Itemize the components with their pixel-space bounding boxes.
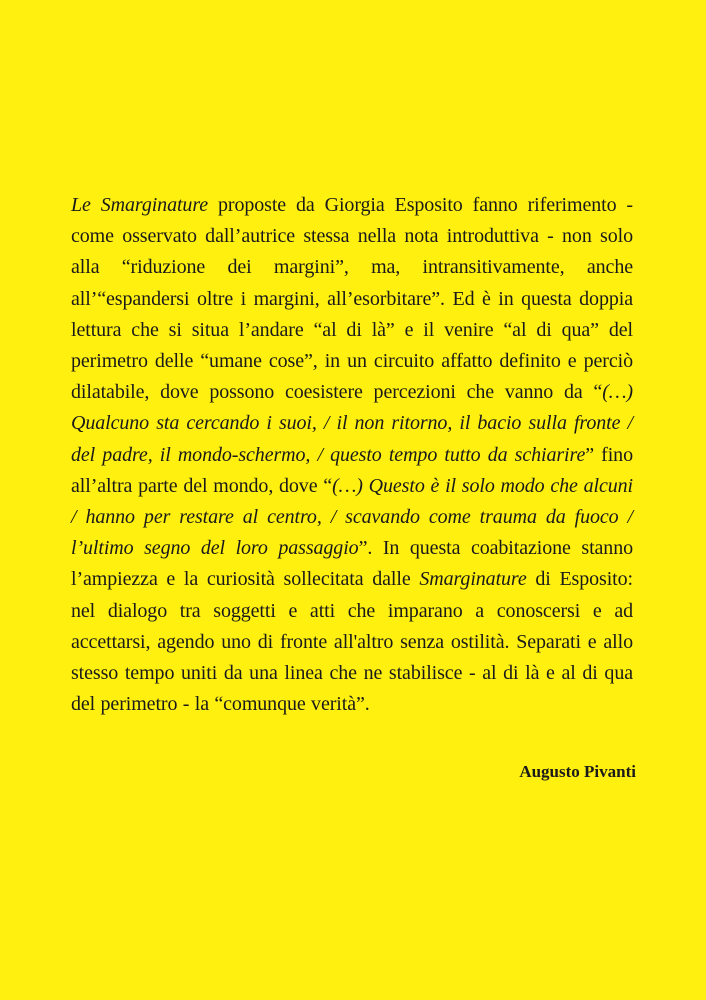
body-text-segment: ”. In questa coabitazione stanno l’ampiezza e la curiosità sollecitata dalle	[71, 537, 633, 591]
book-title-italic: Smarginature	[419, 568, 527, 591]
body-text-segment: proposte da Giorgia Esposito fanno riferimento - come osservato dall’autrice stessa nella nota introduttiva - non solo alla “riduzione dei margini”, ma, intransitivamente, anche all’“espandersi oltre i margini, all’esorbitare”. Ed è in questa doppia lettura che si situa l’andare “al di là” e il venire “al di qua” del perimetro delle “umane cose”, in un circuito affatto definito e perciò dilatabile, dove possono coesistere percezioni che vanno da “	[71, 194, 633, 404]
body-text-segment: di Esposito: nel dialogo tra soggetti e atti che imparano a conoscersi e ad accettarsi, agendo uno di fronte all'altro senza ostilità. Separati e allo stesso tempo uniti da una linea che ne stabilisce - al di là e al di qua del perimetro - la “comunque verità”.	[71, 568, 633, 716]
author-signature: Augusto Pivanti	[519, 762, 636, 781]
book-title-italic: Le Smarginature	[71, 194, 209, 216]
body-text-segment: ” fino all’altra parte del mondo, dove “	[71, 443, 633, 497]
body-paragraph	[71, 190, 633, 720]
quotation-italic: (…) Questo è il solo modo che alcuni / hanno per restare al centro, / scavando come trauma da fuoco / l’ultimo segno del loro passaggio	[71, 474, 633, 560]
quotation-italic: (…) Qualcuno sta cercando i suoi, / il non ritorno, il bacio sulla fronte / del padre, il mondo-schermo, / questo tempo tutto da schiarire	[71, 381, 633, 466]
